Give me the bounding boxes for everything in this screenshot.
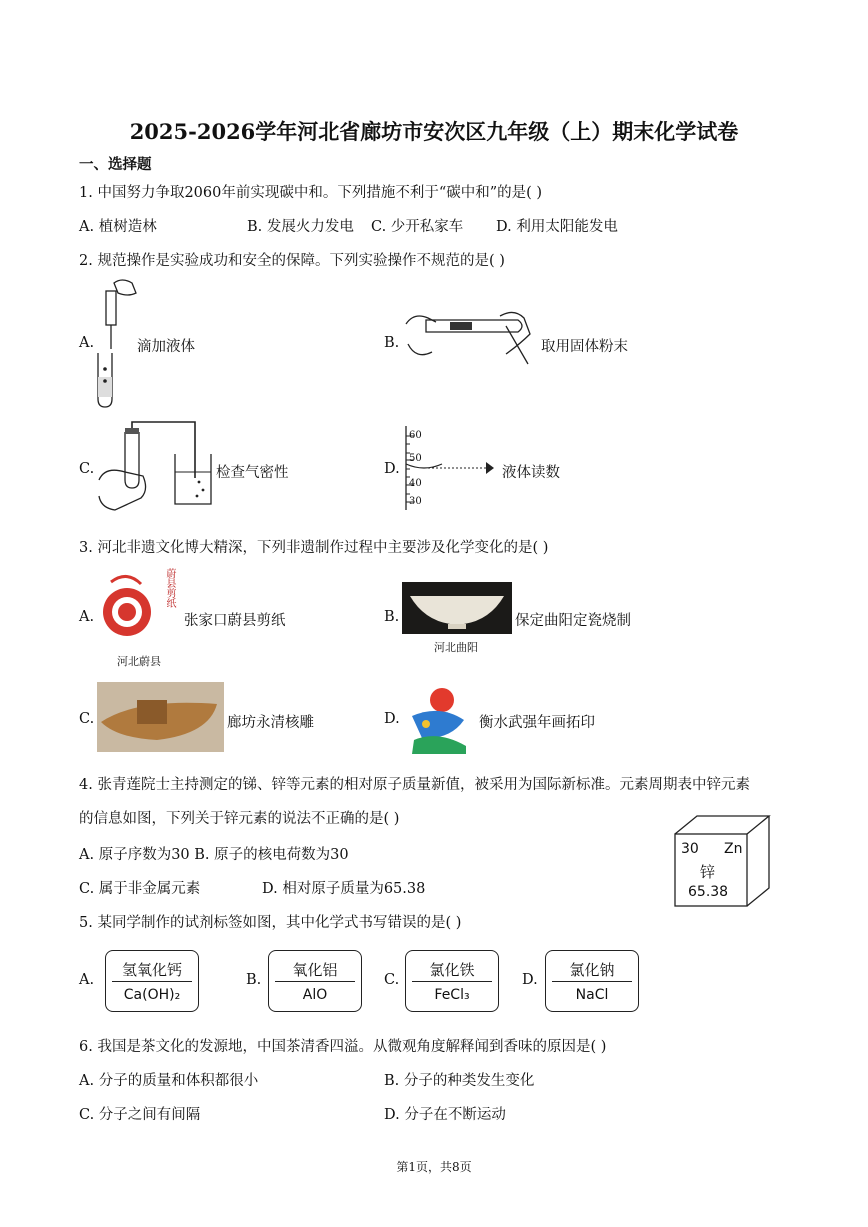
q5-d-letter: D.: [522, 972, 538, 988]
q2-a-letter: A.: [79, 335, 95, 351]
q3-a-text: 张家口蔚县剪纸: [184, 613, 286, 629]
cylinder-tick-50: 50: [409, 453, 422, 464]
paper-cut-caption: 河北蔚县: [117, 655, 161, 668]
q1-option-c: C. 少开私家车: [371, 219, 464, 235]
q2-c-letter: C.: [79, 461, 95, 477]
q4-option-c: C. 属于非金属元素: [79, 881, 201, 897]
reagent-b-name: 氧化铝: [292, 961, 338, 979]
q5-c-letter: C.: [384, 972, 400, 988]
q2-b-letter: B.: [384, 335, 400, 351]
cylinder-tick-40: 40: [409, 478, 422, 489]
section-heading: 一、选择题: [79, 156, 152, 173]
q3-c-text: 廊坊永清核雕: [227, 715, 314, 731]
q3-stem: 3. 河北非遗文化博大精深，下列非遗制作过程中主要涉及化学变化的是( ): [79, 540, 549, 556]
q2-a-text: 滴加液体: [137, 339, 195, 355]
q6-option-b: B. 分子的种类发生变化: [384, 1073, 535, 1089]
q2-stem: 2. 规范操作是实验成功和安全的保障。下列实验操作不规范的是( ): [79, 253, 505, 269]
q5-stem: 5. 某同学制作的试剂标签如图，其中化学式书写错误的是( ): [79, 915, 462, 931]
q3-b-letter: B.: [384, 609, 400, 625]
q4-stem-line1: 4. 张青莲院士主持测定的锑、锌等元素的相对原子质量新值，被采用为国际新标准。元素周期表中锌元素: [79, 777, 750, 793]
walnut-carving-photo: [97, 682, 224, 752]
reagent-label-b: [268, 950, 362, 1012]
page-footer: 第1页，共8页: [396, 1160, 472, 1174]
q3-d-letter: D.: [384, 711, 400, 727]
zinc-name: 锌: [700, 863, 716, 881]
q3-b-text: 保定曲阳定瓷烧制: [515, 613, 631, 629]
q3-d-text: 衡水武强年画拓印: [479, 715, 595, 731]
q4-option-d: D. 相对原子质量为65.38: [262, 881, 426, 897]
q6-option-a: A. 分子的质量和体积都很小: [79, 1073, 259, 1089]
reagent-b-formula: AlO: [302, 987, 328, 1003]
reagent-d-formula: NaCl: [575, 987, 609, 1003]
q1-option-a: A. 植树造林: [79, 219, 157, 235]
reagent-a-name: 氢氧化钙: [121, 961, 182, 979]
q1-option-b: B. 发展火力发电: [247, 219, 354, 235]
q6-option-c: C. 分子之间有间隔: [79, 1107, 201, 1123]
zinc-atomic-mass: 65.38: [688, 884, 729, 900]
powder-test-tube-figure: [402, 304, 532, 376]
cylinder-tick-60: 60: [409, 430, 422, 441]
reagent-label-d: [545, 950, 639, 1012]
reagent-c-formula: FeCl₃: [434, 987, 470, 1003]
q2-d-text: 液体读数: [502, 465, 560, 481]
paper-cut-photo: [97, 566, 179, 650]
reagent-label-a: [105, 950, 199, 1012]
reagent-d-name: 氯化钠: [569, 961, 615, 979]
q3-c-letter: C.: [79, 711, 95, 727]
reagent-a-formula: Ca(OH)₂: [123, 987, 181, 1003]
q3-a-letter: A.: [79, 609, 95, 625]
q6-stem: 6. 我国是茶文化的发源地，中国茶清香四溢。从微观角度解释闻到香味的原因是( ): [79, 1039, 607, 1055]
cylinder-tick-30: 30: [409, 496, 422, 507]
new-year-painting-photo: [402, 680, 476, 758]
q1-option-d: D. 利用太阳能发电: [496, 219, 618, 235]
page-title: 2025-2026学年河北省廊坊市安次区九年级（上）期末化学试卷: [129, 119, 739, 144]
porcelain-caption: 河北曲阳: [434, 641, 478, 654]
q2-d-letter: D.: [384, 461, 400, 477]
reagent-c-name: 氯化铁: [429, 961, 475, 979]
dropper-test-tube-figure: [92, 277, 138, 409]
q2-b-text: 取用固体粉末: [541, 339, 628, 355]
q1-stem: 1. 中国努力争取2060年前实现碳中和。下列措施不利于“碳中和”的是( ): [79, 185, 543, 201]
q6-option-d: D. 分子在不断运动: [384, 1107, 506, 1123]
zinc-atomic-number: 30: [681, 841, 699, 857]
q2-c-text: 检查气密性: [216, 465, 289, 481]
porcelain-bowl-photo: [402, 582, 512, 634]
q4-stem-line2: 的信息如图，下列关于锌元素的说法不正确的是( ): [79, 811, 400, 827]
reagent-label-c: [405, 950, 499, 1012]
q4-options-ab: A. 原子序数为30 B. 原子的核电荷数为30: [79, 847, 349, 863]
zinc-symbol: Zn: [724, 841, 743, 857]
airtightness-check-figure: [95, 418, 213, 514]
q5-a-letter: A.: [79, 972, 95, 988]
paper-cut-stamp-text: 蔚县剪纸: [164, 568, 175, 608]
q5-b-letter: B.: [246, 972, 262, 988]
